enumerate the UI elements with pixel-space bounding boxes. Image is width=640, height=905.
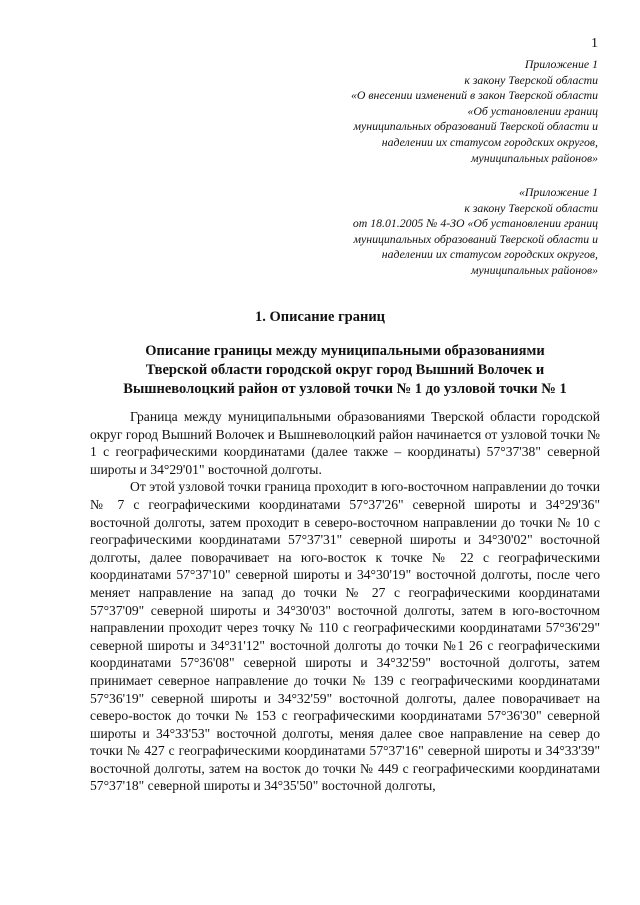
annex-line: к закону Тверской области [464, 200, 598, 215]
title-line: Описание границы между муниципальными образованиями [145, 343, 545, 359]
paragraph: От этой узловой точки граница проходит в юго-восточном направлении до точки № 7 с географическими координатами 57°37'26" северной широты и 34°29'36" восточной долготы, затем проходит в северо-восточном направлении до точки № 10 с географическими координатами 57°37'31" северной широты и 34°30'02" восточной долготы, далее поворачивает на юго-восток к точке № 22 с географическими координатами 57°37'10" северной широты и 34°30'19" восточной долготы, после чего меняет направление на запад до точки № 27 с географическими координатами 57°37'09" северной широты и 34°30'03" восточной долготы, затем в юго-восточном направлении проходит через точку № 110 с географическими координатами 57°36'29" северной широты и 34°31'12" восточной долготы до точки №1 26 с географическими координатами 57°36'08" северной широты и 34°32'59" восточной долготы, затем принимает северное направление до точки № 139 с географическими координатами 57°36'19" северной широты и 34°32'59" восточной долготы, далее поворачивает на северо-восток до точки № 153 с географическими координатами 57°36'30" северной широты и 34°33'53" восточной долготы, меняя далее свое направление на север до точки № 427 с географическими координатами 57°37'16" северной широты и 34°33'39" восточной долготы, затем на восток до точки № 449 с географическими координатами 57°37'18" северной широты и 34°35'50" восточной долготы, [90, 479, 600, 794]
title-line: Тверской области городской округ город Вышний Волочек и [145, 362, 545, 378]
annex-line: Приложение 1 [524, 57, 598, 71]
annex-line: «Об установлении границ [467, 103, 598, 118]
annex-line: наделении их статусом городских округов, [381, 247, 598, 262]
annex-line: муниципальных образований Тверской области и [353, 119, 598, 134]
section-title: 1. Описание границ [254, 309, 386, 325]
document-title [90, 342, 600, 399]
annex-line: от 18.01.2005 № 4-ЗО «Об установлении границ [352, 216, 598, 231]
annex-line: к закону Тверской области [464, 72, 598, 87]
paragraph: Граница между муниципальными образованиями Тверской области городской округ город Вышний Волочек и Вышневолоцкий район начинается от узловой точки № 1 с географическими координатами (далее также – координаты) 57°37'38" северной широты и 34°29'01" восточной долготы. [90, 409, 600, 477]
annex-line: «О внесении изменений в закон Тверской области [351, 88, 598, 103]
annex-line: муниципальных районов» [470, 262, 598, 277]
annex-line: муниципальных районов» [470, 150, 598, 165]
title-line: Вышневолоцкий район от узловой точки № 1 до узловой точки № 1 [123, 381, 567, 397]
annex-line: муниципальных образований Тверской области и [353, 231, 598, 246]
body-text [90, 408, 600, 795]
annex-header-current [298, 57, 598, 166]
annex-line: «Приложение 1 [519, 185, 598, 199]
page-number: 1 [591, 36, 598, 51]
annex-line: наделении их статусом городских округов, [381, 134, 598, 149]
annex-header-original [298, 185, 598, 279]
